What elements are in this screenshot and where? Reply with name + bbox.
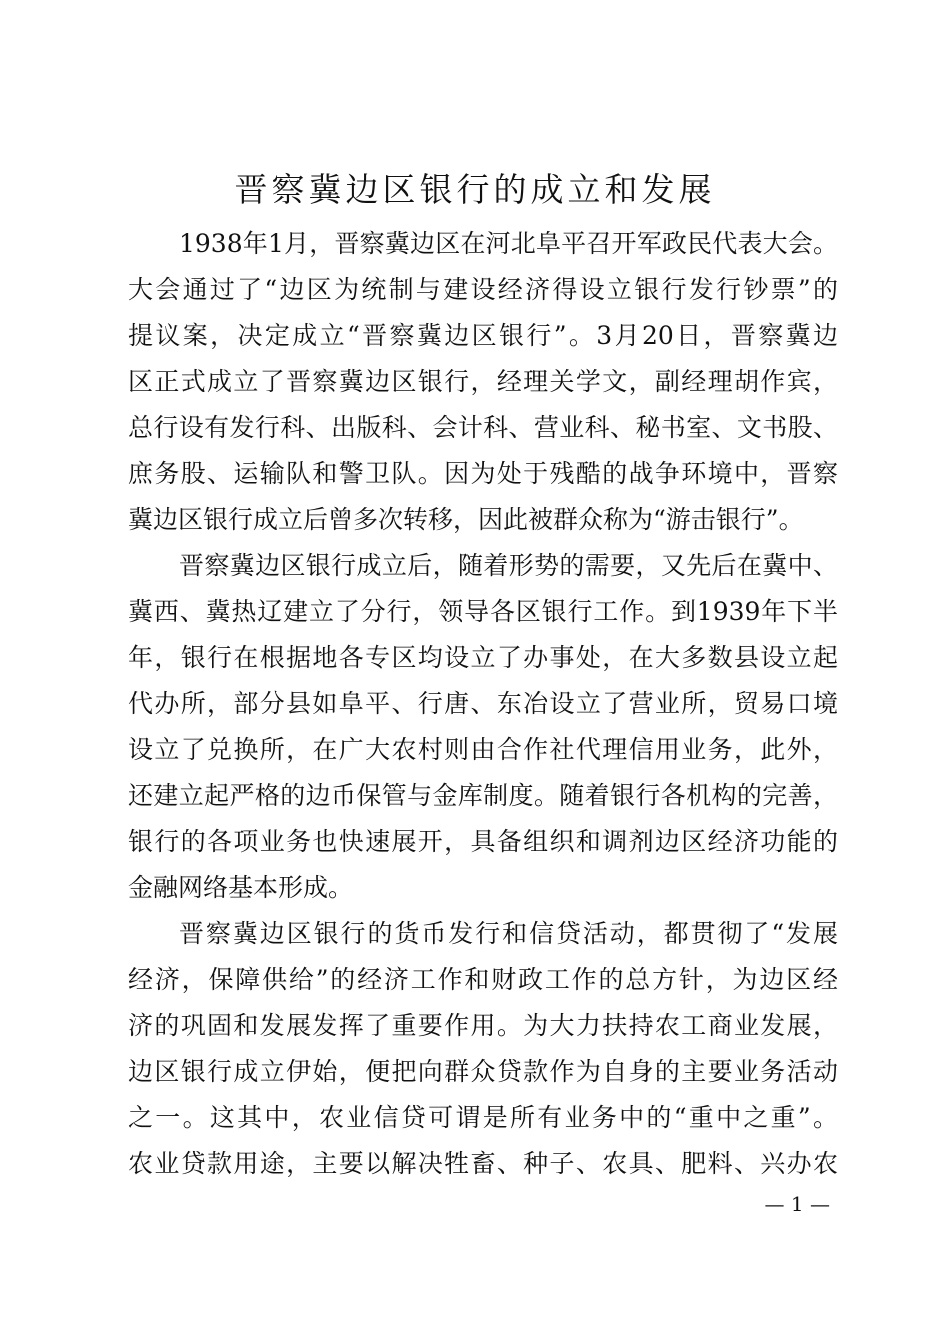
text-line: 金融网络基本形成。 xyxy=(128,873,354,902)
text-line: 提议案，决定成立“晋察冀边区银行”。3月20日，晋察冀边 xyxy=(128,321,838,350)
text-line: 大会通过了“边区为统制与建设经济得设立银行发行钞票”的 xyxy=(128,275,838,304)
text-line: 济的巩固和发展发挥了重要作用。为大力扶持农工商业发展， xyxy=(128,1011,838,1040)
text-line: 年，银行在根据地各专区均设立了办事处，在大多数县设立起 xyxy=(128,643,838,672)
text-line: 设立了兑换所，在广大农村则由合作社代理信用业务，此外， xyxy=(128,735,838,764)
text-line: 庶务股、运输队和警卫队。因为处于残酷的战争环境中，晋察 xyxy=(128,459,838,488)
text-line: 总行设有发行科、出版科、会计科、营业科、秘书室、文书股、 xyxy=(128,413,838,442)
text-line: 代办所，部分县如阜平、行唐、东冶设立了营业所，贸易口境 xyxy=(128,689,838,718)
page-title: 晋察冀边区银行的成立和发展 xyxy=(234,170,716,209)
page-number: — 1 — xyxy=(764,1192,830,1216)
text-line: 之一。这其中，农业信贷可谓是所有业务中的“重中之重”。 xyxy=(128,1103,838,1132)
text-line: 1938年1月，晋察冀边区在河北阜平召开军政民代表大会。 xyxy=(179,229,838,258)
text-line: 区正式成立了晋察冀边区银行，经理关学文，副经理胡作宾， xyxy=(128,367,838,396)
text-line: 晋察冀边区银行成立后，随着形势的需要，又先后在冀中、 xyxy=(179,551,838,580)
text-line: 边区银行成立伊始，便把向群众贷款作为自身的主要业务活动 xyxy=(128,1057,838,1086)
text-line: 冀边区银行成立后曾多次转移，因此被群众称为“游击银行”。 xyxy=(128,505,804,534)
text-line: 经济，保障供给”的经济工作和财政工作的总方针，为边区经 xyxy=(128,965,838,994)
text-line: 农业贷款用途，主要以解决牲畜、种子、农具、肥料、兴办农 xyxy=(128,1149,838,1178)
text-line: 还建立起严格的边币保管与金库制度。随着银行各机构的完善， xyxy=(128,781,838,810)
text-line: 银行的各项业务也快速展开，具备组织和调剂边区经济功能的 xyxy=(128,827,838,856)
text-line: 冀西、冀热辽建立了分行，领导各区银行工作。到1939年下半 xyxy=(128,597,838,626)
text-line: 晋察冀边区银行的货币发行和信贷活动，都贯彻了“发展 xyxy=(179,919,838,948)
